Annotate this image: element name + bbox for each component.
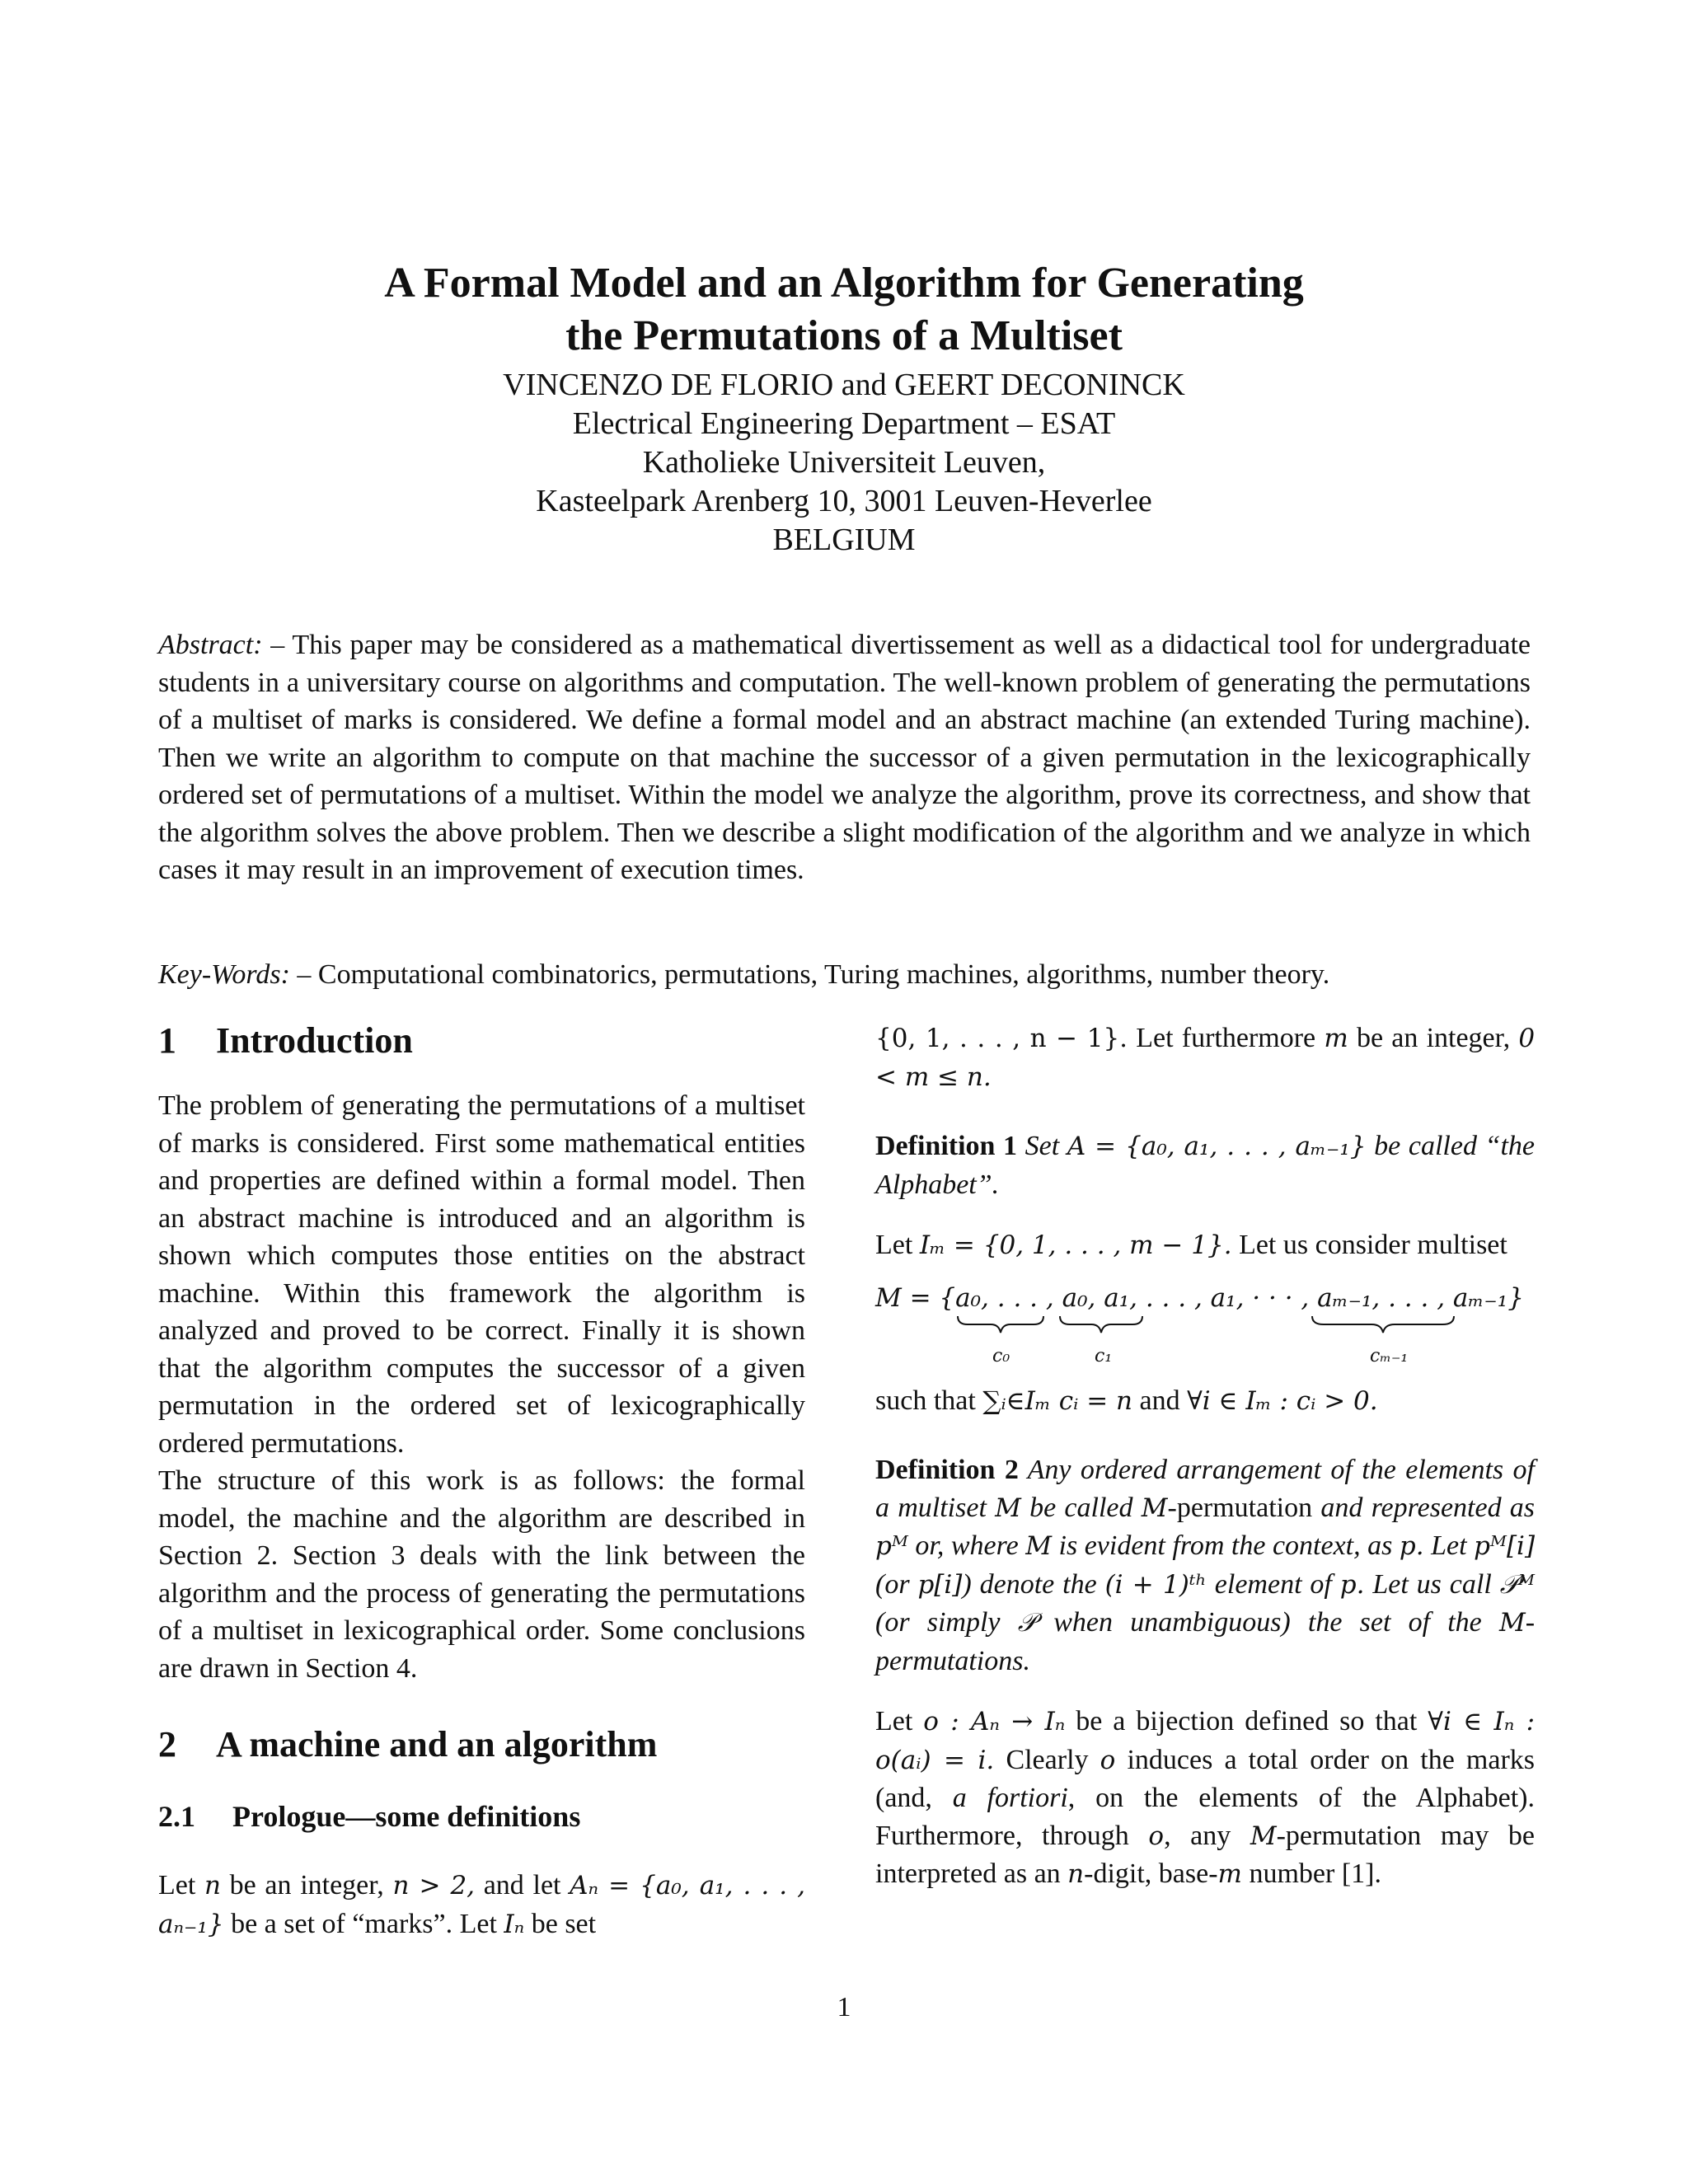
abstract-dash: – [270,630,285,660]
text-run: Let furthermore [1136,1023,1316,1053]
underbraces [875,1315,1535,1339]
affiliation-dept: Electrical Engineering Department – ESAT [572,406,1116,441]
math-o-def: ∀i ∈ Iₙ : o(aᵢ) = i. [875,1707,1536,1775]
text-run: -permutations. [875,1607,1536,1676]
text-run: Let [875,1706,913,1736]
math-m-range: 0 < m ≤ n. [875,1024,1536,1092]
text-run: be an integer, [1356,1023,1511,1053]
affiliation-univ: Katholieke Universiteit Leuven, [642,445,1046,480]
text-run: (or [875,1568,910,1600]
math-PM: 𝒫ᴹ [1499,1569,1536,1600]
text-run: be called “the Alphabet”. [875,1131,1535,1200]
text-run: Set [1025,1131,1060,1161]
text-run: is evident from the context, as [1058,1530,1393,1561]
bijection-paragraph [875,1703,1535,1894]
definition-1-label: Definition 1 [875,1131,1018,1161]
text-run: be called [1029,1492,1133,1523]
keywords-dash: – [297,959,312,990]
keywords-label: Key-Words: [158,959,290,990]
paper-title [0,257,1688,363]
math-M: M [1025,1531,1052,1561]
text-run: -permutation [1167,1492,1313,1523]
text-run: element of [1214,1568,1332,1600]
text-run: Clearly [1006,1744,1089,1775]
text-run: or, where [915,1530,1019,1561]
math-o: o [1100,1745,1116,1775]
prologue-paragraph [158,1867,805,1943]
subsection-2-1-heading [158,1797,805,1835]
subsection-2-1-number: 2.1 [158,1800,195,1833]
text-run: Let us consider multiset [1239,1230,1507,1260]
text-run: Let [875,1230,913,1260]
math-M: M [1498,1608,1526,1638]
keywords-text: Computational combinatorics, permutations, Turing machines, algorithms, number theory. [317,959,1330,990]
keywords [158,956,1531,993]
text-run: such that [875,1385,976,1416]
label-c0: c₀ [992,1345,1010,1366]
text-run: , on the elements of the Alphabet). Furthermore, through [875,1783,1535,1851]
text-run: -permutation may be interpreted as an [875,1820,1536,1889]
text-run: and represented as [1320,1492,1536,1523]
math-m: m [1217,1859,1242,1889]
math-sum: ∑ᵢ∈Iₘ cᵢ = n [982,1385,1132,1416]
definition-2 [875,1451,1535,1680]
math-pi: p[i] [917,1569,963,1600]
page-number: 1 [837,1992,851,2022]
subsection-2-1-title: Prologue—some definitions [232,1800,581,1833]
math-im-set: Iₘ = {0, 1, . . . , m − 1}. [919,1230,1232,1260]
such-that-paragraph [875,1382,1535,1421]
multiset-formula: M = {a₀, . . . , a₀, a₁, . . . , a₁, · · · , aₘ₋₁, . . . , aₘ₋₁} [875,1282,1524,1313]
text-run: ) denote the [962,1568,1097,1600]
text-run: induces a total order on the marks (and, [875,1744,1536,1813]
underbrace-c0 [958,1316,1043,1333]
intro-paragraph-1: The problem of generating the permutations of a multiset of marks is considered. First some mathematical entities and properties are defined within a formal model. Then an abstract machine is introduced and an algorithm is shown which computes those entities on the abstract machine. Within this framework the algorithm is analyzed and proved to be correct. Finally it is shown that the algorithm computes the successor of a given permutation in the ordered set of lexicographically ordered permutations. [158,1090,805,1459]
multiset-equation [875,1280,1535,1366]
math-alphabet-set: A = {a₀, a₁, . . . , aₘ₋₁} [1067,1132,1367,1161]
text-run: Any ordered arrangement of the elements of a multiset [875,1455,1535,1523]
text-run: and let [483,1870,561,1900]
section-2-number: 2 [158,1724,176,1765]
im-paragraph [875,1226,1535,1265]
abstract [158,626,1531,889]
label-cm1: cₘ₋₁ [1370,1345,1409,1366]
label-c1: c₁ [1095,1345,1113,1366]
section-1-number: 1 [158,1020,176,1061]
math-M: M [995,1493,1021,1523]
section-1-title: Introduction [216,1020,413,1061]
text-run: Let [158,1870,196,1900]
text-run: and [1139,1385,1180,1416]
text-run: , any [1164,1820,1231,1851]
math-M: M [1141,1493,1168,1523]
math-p: p. [1399,1531,1424,1561]
underbrace-c1 [1060,1316,1142,1333]
text-run: number [1]. [1249,1858,1381,1889]
text-run: be set [531,1908,597,1939]
text-run: Let [1431,1530,1467,1561]
math-in-set: {0, 1, . . . , n − 1}. [875,1024,1128,1053]
abstract-label: Abstract: [158,630,263,660]
abstract-text: This paper may be considered as a mathematical divertissement as well as a didactical tool for undergraduate students in a universitary course on algorithms and computation. The well-known problem of generating the permutations of a multiset of marks is considered. We define a formal model and an abstract machine (an extended Turing machine). Then we write an algorithm to compute on that machine the successor of a given permutation in the lexicographically ordered set of permutations of a multiset. Within the model we analyze the algorithm, prove its correctness, and show that the algorithm solves the above problem. Then we describe a slight modification of the algorithm and we analyze in which cases it may result in an improvement of execution times. [158,630,1531,885]
title-line-2: the Permutations of a Multiset [565,312,1123,359]
math-ith: (i + 1)ᵗʰ [1104,1569,1207,1600]
affiliation-addr: Kasteelpark Arenberg 10, 3001 Leuven-Heverlee [536,484,1152,518]
text-run: -digit, base- [1084,1858,1218,1889]
affiliation-country: BELGIUM [772,523,916,557]
math-p: p. [1339,1569,1365,1600]
right-column [875,1019,1535,1894]
text-run: a fortiori [952,1783,1068,1813]
text-run: (or simply [875,1607,1001,1638]
intro-paragraph-2: The structure of this work is as follows: the formal model, the machine and the algorithm are described in Section 2. Section 3 deals with the link between the algorithm and the process of generating the permutations of a multiset in lexicographical order. Some conclusions are drawn in Section 4. [158,1465,805,1684]
math-pMi: pᴹ[i] [1474,1531,1536,1561]
math-pM: pᴹ [875,1531,908,1561]
math-in: Iₙ [504,1909,525,1939]
left-column [158,1018,805,1943]
section-2-title: A machine and an algorithm [216,1724,658,1765]
math-n-gt-2: n > 2, [392,1871,476,1900]
math-n: n [204,1871,221,1900]
math-n: n [1067,1859,1085,1889]
section-2-heading [158,1722,805,1768]
math-o: o [1148,1821,1165,1851]
definition-1 [875,1127,1535,1203]
definition-2-label: Definition 2 [875,1455,1019,1485]
math-m: m [1324,1024,1348,1053]
math-forall: ∀i ∈ Iₘ : cᵢ > 0. [1187,1385,1378,1416]
underbrace-cm1 [1312,1316,1454,1333]
text-run: be an integer, [229,1870,384,1900]
math-o-map: o : Aₙ → Iₙ [923,1707,1066,1736]
text-run: be a set of “marks”. Let [231,1908,497,1939]
text-run: Let us call [1372,1568,1492,1600]
math-P: 𝒫 [1017,1608,1037,1638]
text-run: be a bijection defined so that [1076,1706,1418,1736]
text-run: when unambiguous) the set of the [1053,1607,1482,1638]
title-line-1: A Formal Model and an Algorithm for Generating [384,260,1304,307]
authors: VINCENZO DE FLORIO and GEERT DECONINCK [503,368,1185,402]
author-block [0,366,1688,560]
section-1-heading [158,1018,805,1064]
right-paragraph-1 [875,1019,1535,1096]
math-M: M [1250,1821,1277,1851]
math-an-set: Aₙ = {a₀, a₁, . . . , aₙ₋₁} [158,1871,806,1939]
